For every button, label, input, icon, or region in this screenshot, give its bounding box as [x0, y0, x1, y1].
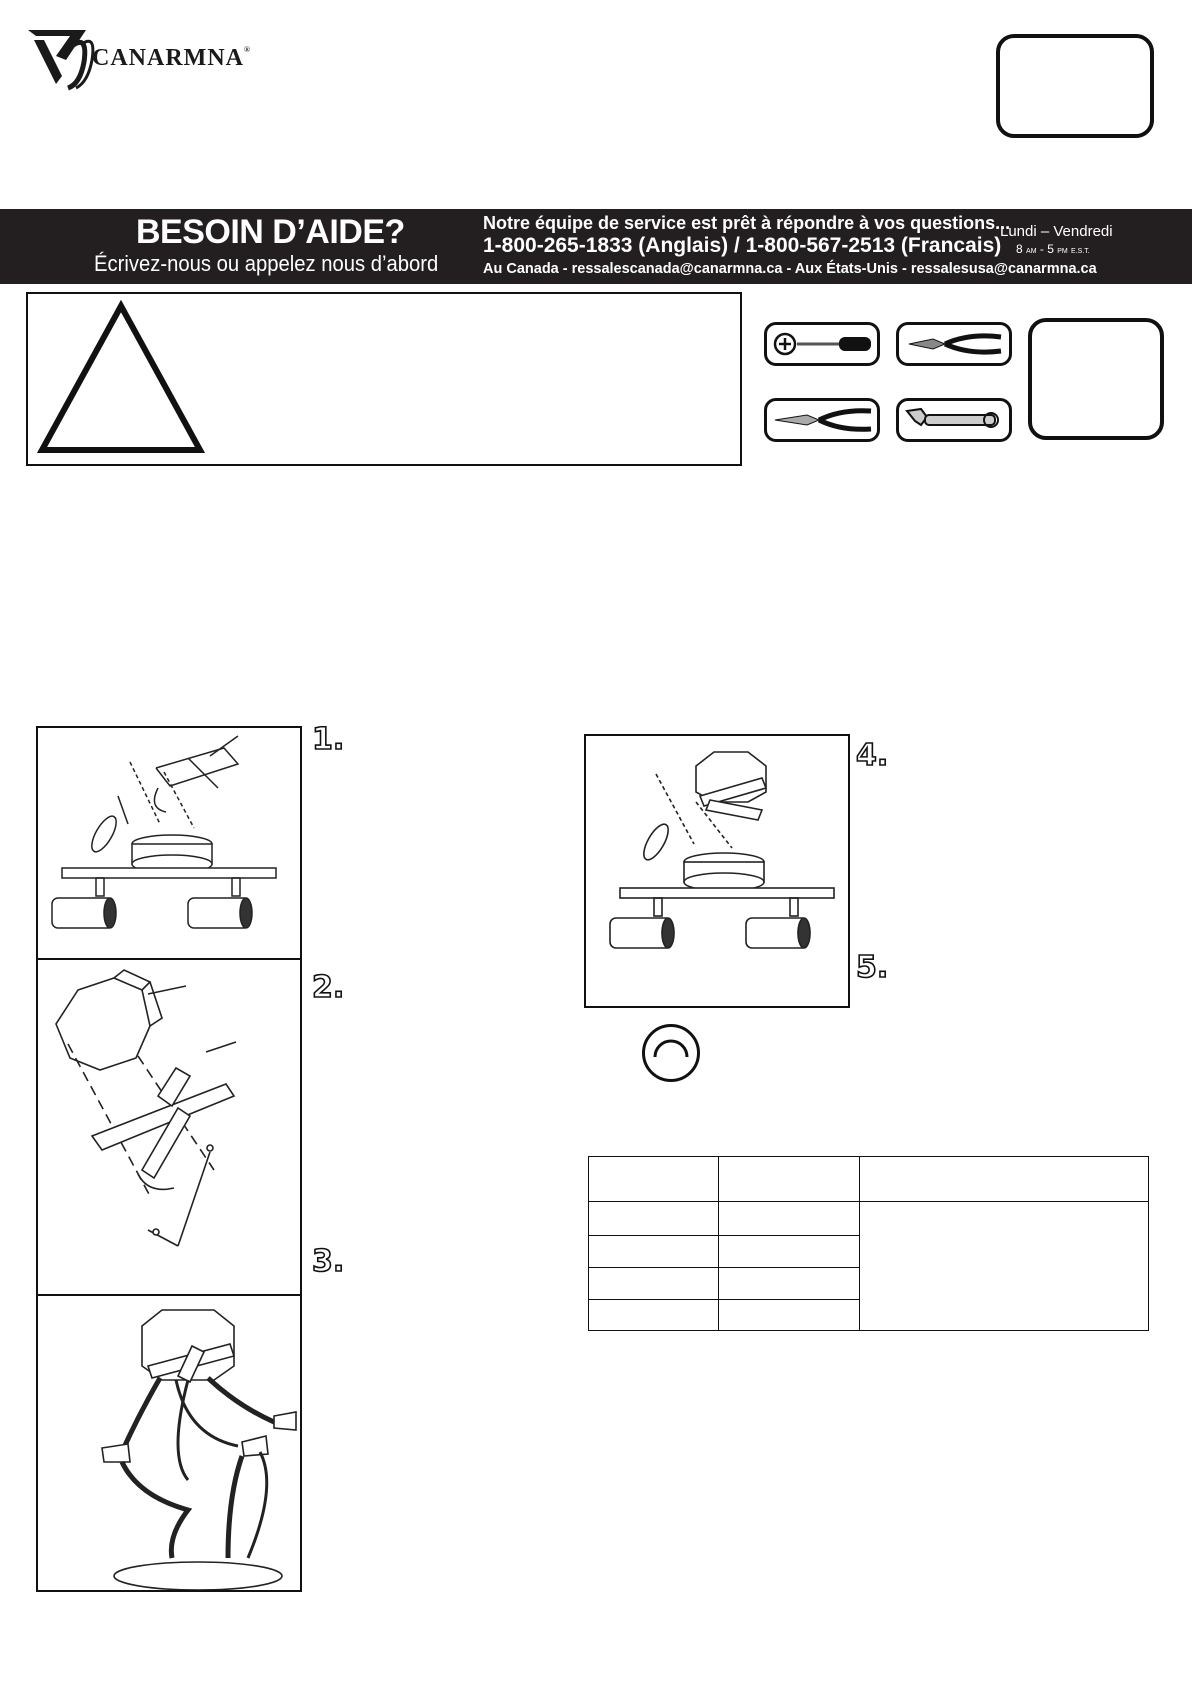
step-1-illustration — [36, 726, 302, 960]
table-cell — [589, 1268, 719, 1300]
service-days: Lundi – Vendredi — [1000, 223, 1113, 240]
step-4-number: 4. — [856, 738, 889, 773]
tools-required-box — [1028, 318, 1164, 440]
service-hours: 8 AM - 5 PM E.S.T. — [1016, 242, 1090, 256]
brand-name: CANARMNA® — [92, 45, 251, 71]
table-cell — [589, 1202, 719, 1236]
table-cell — [589, 1157, 719, 1202]
help-subtitle: Écrivez-nous ou appelez nous d’abord — [94, 251, 439, 276]
table-cell — [719, 1157, 860, 1202]
table-cell — [719, 1202, 860, 1236]
table-row — [589, 1157, 1149, 1202]
table-cell — [589, 1236, 719, 1268]
warning-box — [26, 292, 742, 466]
table-cell — [719, 1300, 860, 1331]
step-2-number: 2. — [312, 970, 345, 1005]
help-banner — [0, 209, 1192, 284]
table-cell — [860, 1157, 1149, 1202]
email-contacts: Au Canada - ressalescanada@canarmna.ca - Aux États-Unis - ressalesusa@canarmna.ca — [483, 261, 1097, 277]
phone-numbers: 1-800-265-1833 (Anglais) / 1-800-567-2513 (Francais) — [483, 234, 1002, 257]
table-cell — [719, 1268, 860, 1300]
step-5-number: 5. — [856, 950, 889, 985]
step-3-number: 3. — [312, 1244, 345, 1279]
step-2-illustration — [36, 958, 302, 1296]
table-row — [589, 1202, 1149, 1236]
table-cell — [719, 1236, 860, 1268]
service-team-line: Notre équipe de service est prêt à répondre à vos questions... — [483, 213, 1011, 233]
table-cell — [860, 1202, 1149, 1331]
wrench-icon — [896, 398, 1012, 442]
table-cell — [589, 1300, 719, 1331]
wire-stripper-icon — [896, 322, 1012, 366]
step-3-illustration — [36, 1294, 302, 1592]
pliers-icon — [764, 398, 880, 442]
dimmer-knob-icon — [642, 1024, 700, 1082]
step-4-illustration — [584, 734, 850, 1008]
specification-table — [588, 1156, 1149, 1331]
screwdriver-icon — [764, 322, 880, 366]
step-1-number: 1. — [312, 722, 345, 757]
help-title: BESOIN D’AIDE? — [136, 213, 405, 251]
model-number-box — [996, 34, 1154, 138]
warning-triangle-icon — [36, 300, 206, 456]
